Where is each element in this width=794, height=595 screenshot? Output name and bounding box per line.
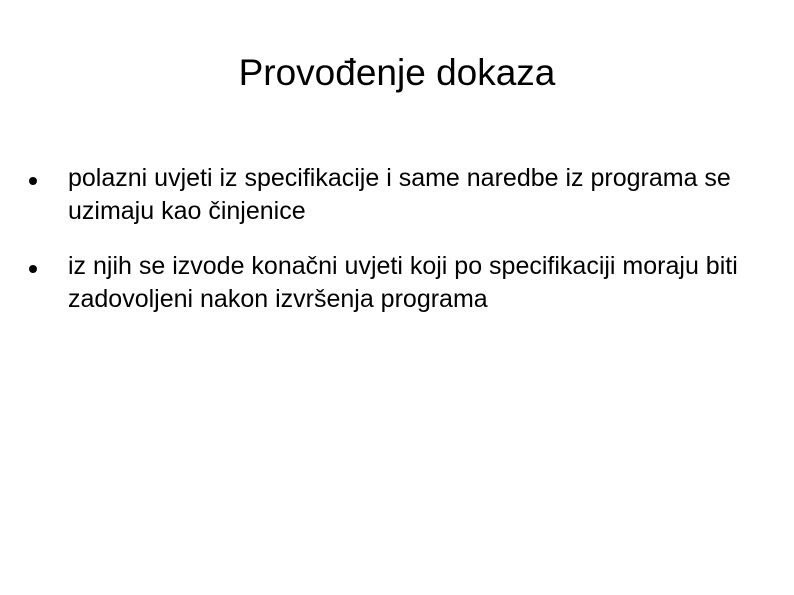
slide-title: Provođenje dokaza	[238, 52, 556, 93]
bullet-text: iz njih se izvode konačni uvjeti koji po specifikaciji moraju biti zadovoljeni nakon izvršenja programa	[68, 252, 738, 313]
bullet-text: polazni uvjeti iz specifikacije i same naredbe iz programa se uzimaju kao činjenice	[68, 164, 731, 225]
bullet-list	[40, 162, 760, 338]
bullet-dot-icon	[29, 177, 37, 185]
bullet-item	[40, 162, 760, 228]
bullet-dot-icon	[29, 265, 37, 273]
bullet-item	[40, 250, 760, 316]
